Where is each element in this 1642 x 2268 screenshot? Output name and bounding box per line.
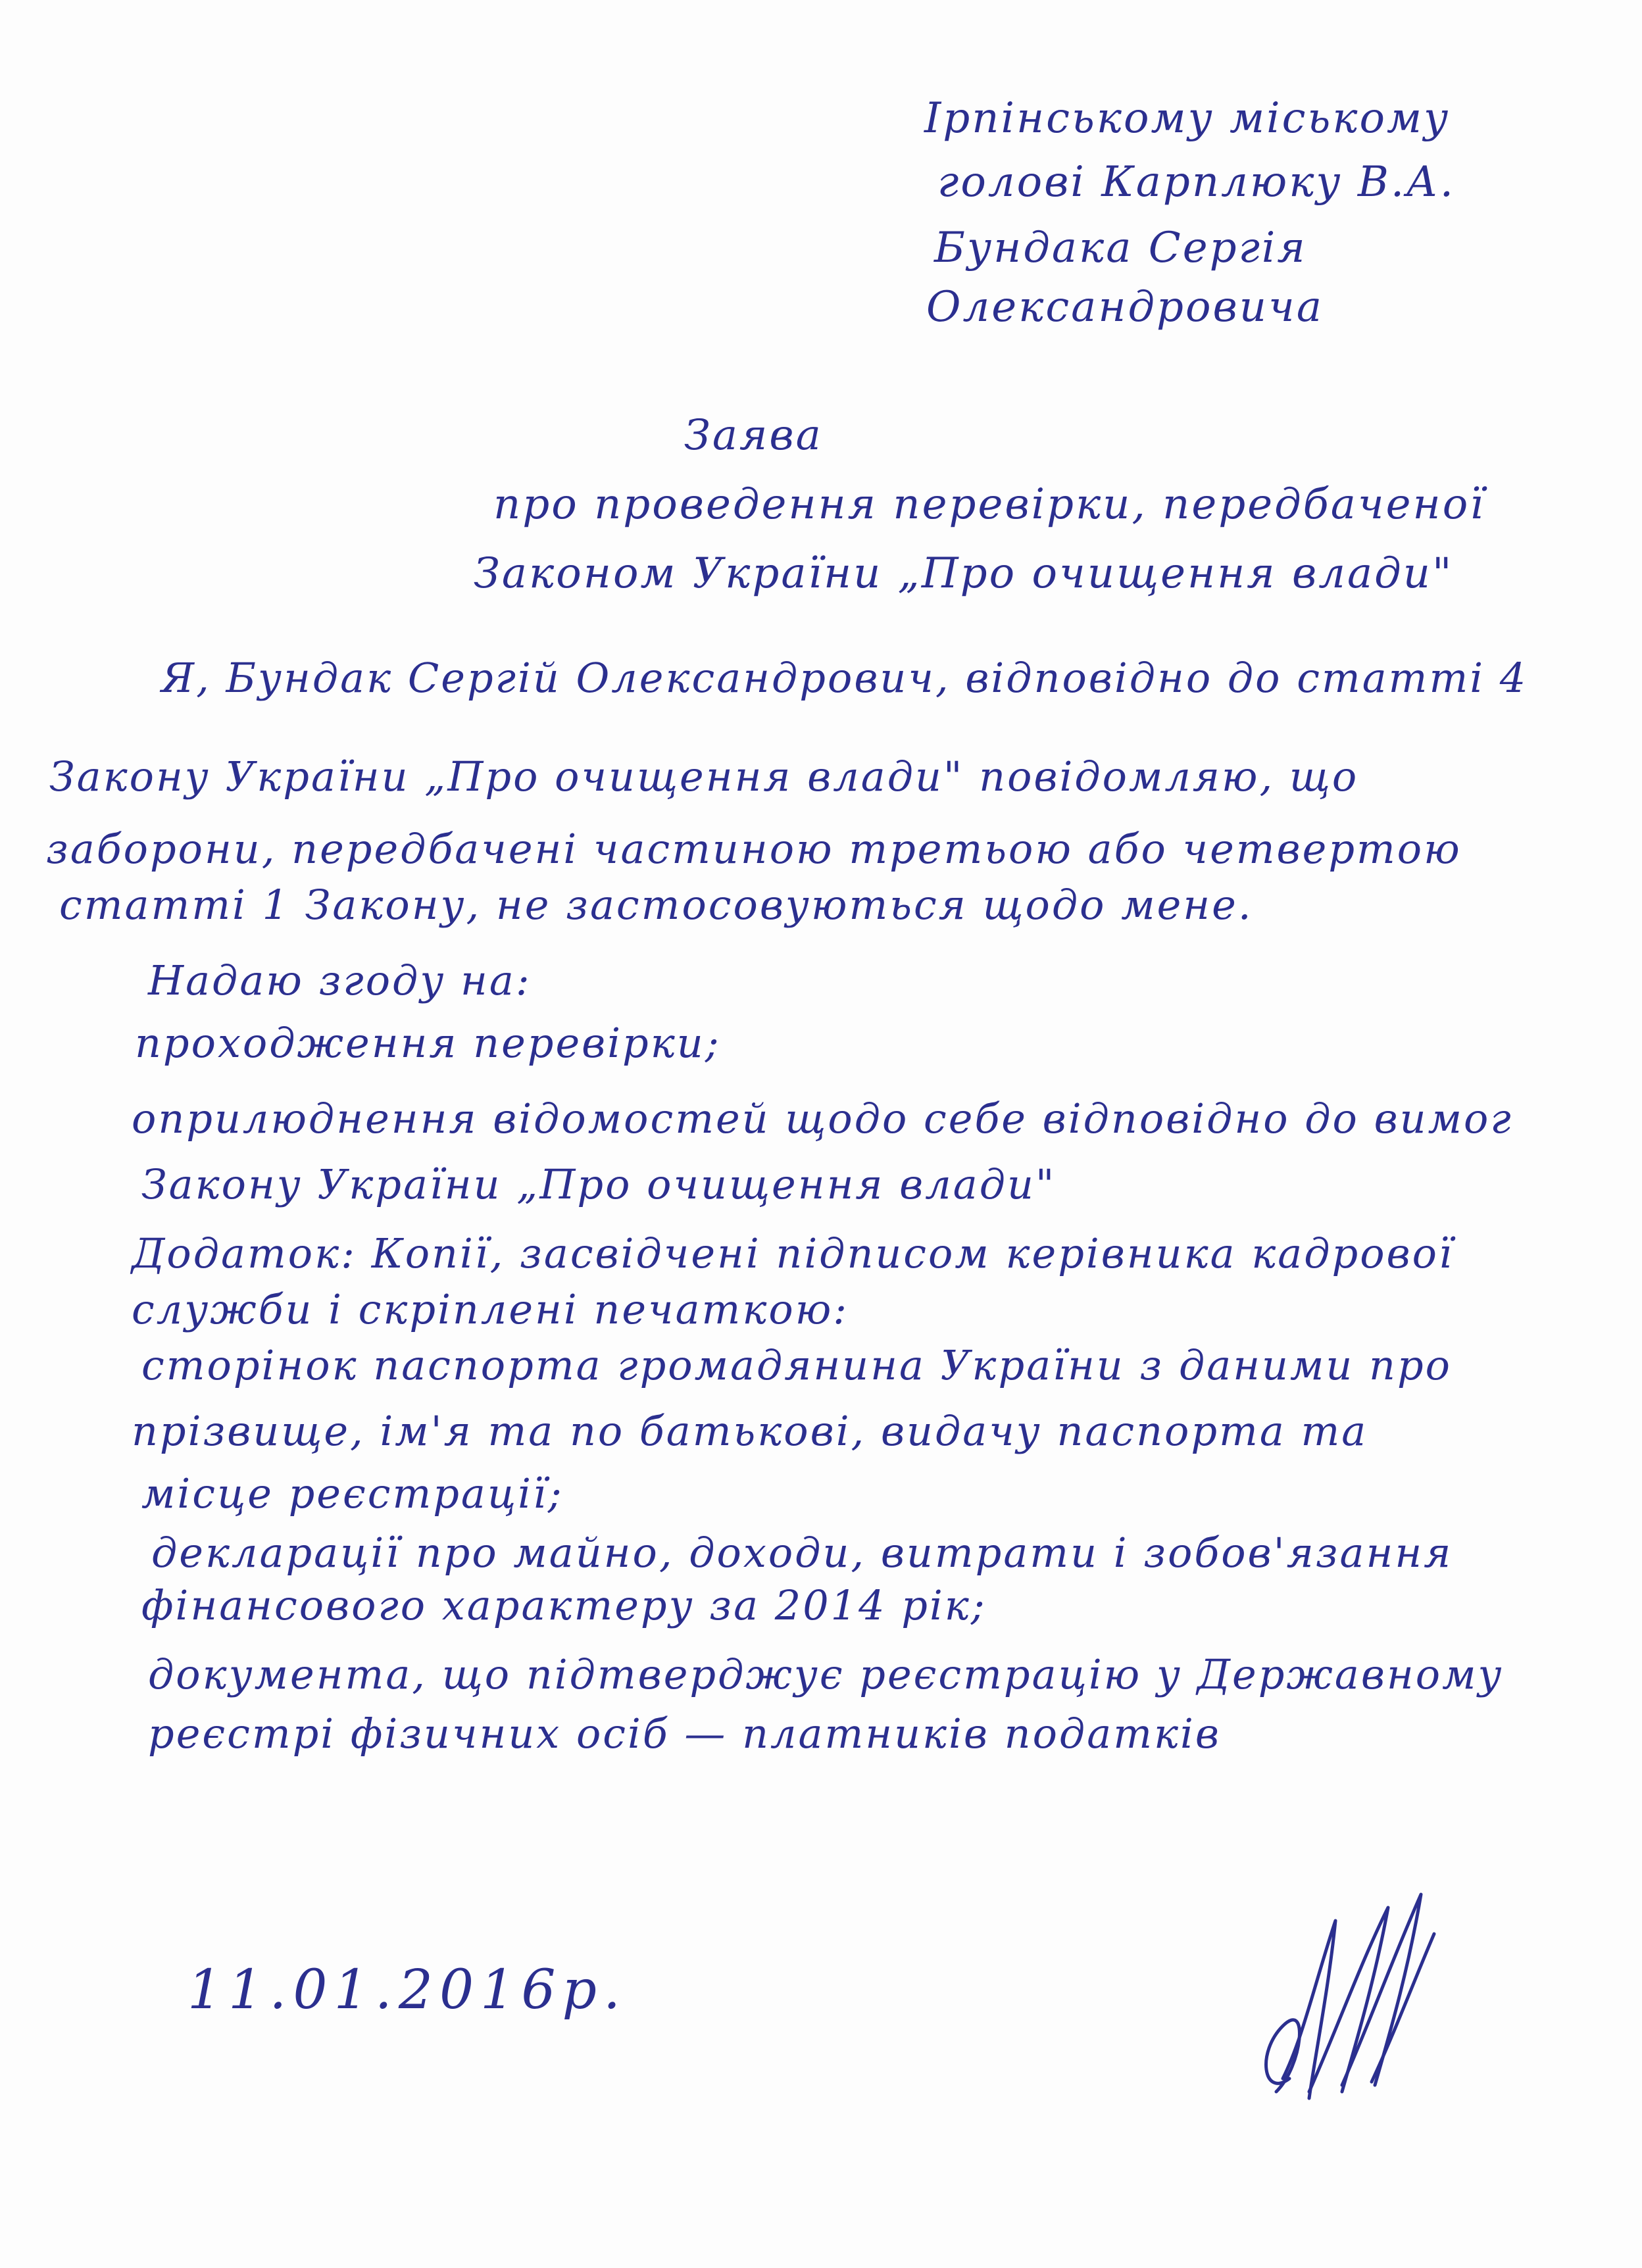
consent-intro: Надаю згоду на: xyxy=(148,956,532,1004)
attachment-line-3: сторінок паспорта громадянина України з даними про xyxy=(141,1341,1452,1389)
attachment-line-9: реєстрі фізичних осіб — платників податків xyxy=(148,1710,1221,1758)
attachment-line-2: служби і скріплені печаткою: xyxy=(132,1285,849,1333)
addressee-line-2: голові Карплюку В.А. xyxy=(937,158,1456,207)
signature-stroke xyxy=(1372,1934,1434,2082)
attachment-line-4: прізвище, ім'я та по батькові, видачу паспорта та xyxy=(132,1407,1368,1455)
signature-stroke xyxy=(1266,2020,1300,2092)
attachment-line-8: документа, що підтверджує реєстрацію у Державному xyxy=(148,1650,1504,1698)
attachment-line-6: декларації про майно, доходи, витрати і зобов'язання xyxy=(151,1529,1453,1577)
signature xyxy=(1237,1881,1474,2118)
body-line-1: Я, Бундак Сергій Олександрович, відповідно до статті 4 xyxy=(161,654,1528,702)
consent-item-1: проходження перевірки; xyxy=(135,1019,721,1067)
document-date: 11.01.2016р. xyxy=(187,1959,628,2021)
addressee-line-3: Бундака Сергія xyxy=(934,224,1307,272)
body-line-2: Закону України „Про очищення влади" повідомляю, що xyxy=(49,752,1359,801)
addressee-line-1: Ірпінському міському xyxy=(924,94,1451,143)
consent-item-2: оприлюднення відомостей щодо себе відповідно до вимог xyxy=(132,1095,1513,1143)
body-line-3: заборони, передбачені частиною третьою або четвертою xyxy=(46,825,1462,873)
body-line-4: статті 1 Закону, не застосовуються щодо мене. xyxy=(59,881,1253,929)
document-title: Заява xyxy=(684,411,823,460)
title-subline-1: про проведення перевірки, передбаченої xyxy=(493,480,1485,529)
attachment-line-7: фінансового характеру за 2014 рік; xyxy=(141,1581,987,1629)
addressee-line-4: Олександровича xyxy=(926,283,1324,332)
attachment-line-5: місце реєстрації; xyxy=(141,1469,564,1517)
consent-item-3: Закону України „Про очищення влади" xyxy=(141,1160,1057,1208)
title-subline-2: Законом України „Про очищення влади" xyxy=(474,549,1454,598)
attachment-line-1: Додаток: Копії, засвідчені підписом керівника кадрової xyxy=(132,1229,1454,1277)
